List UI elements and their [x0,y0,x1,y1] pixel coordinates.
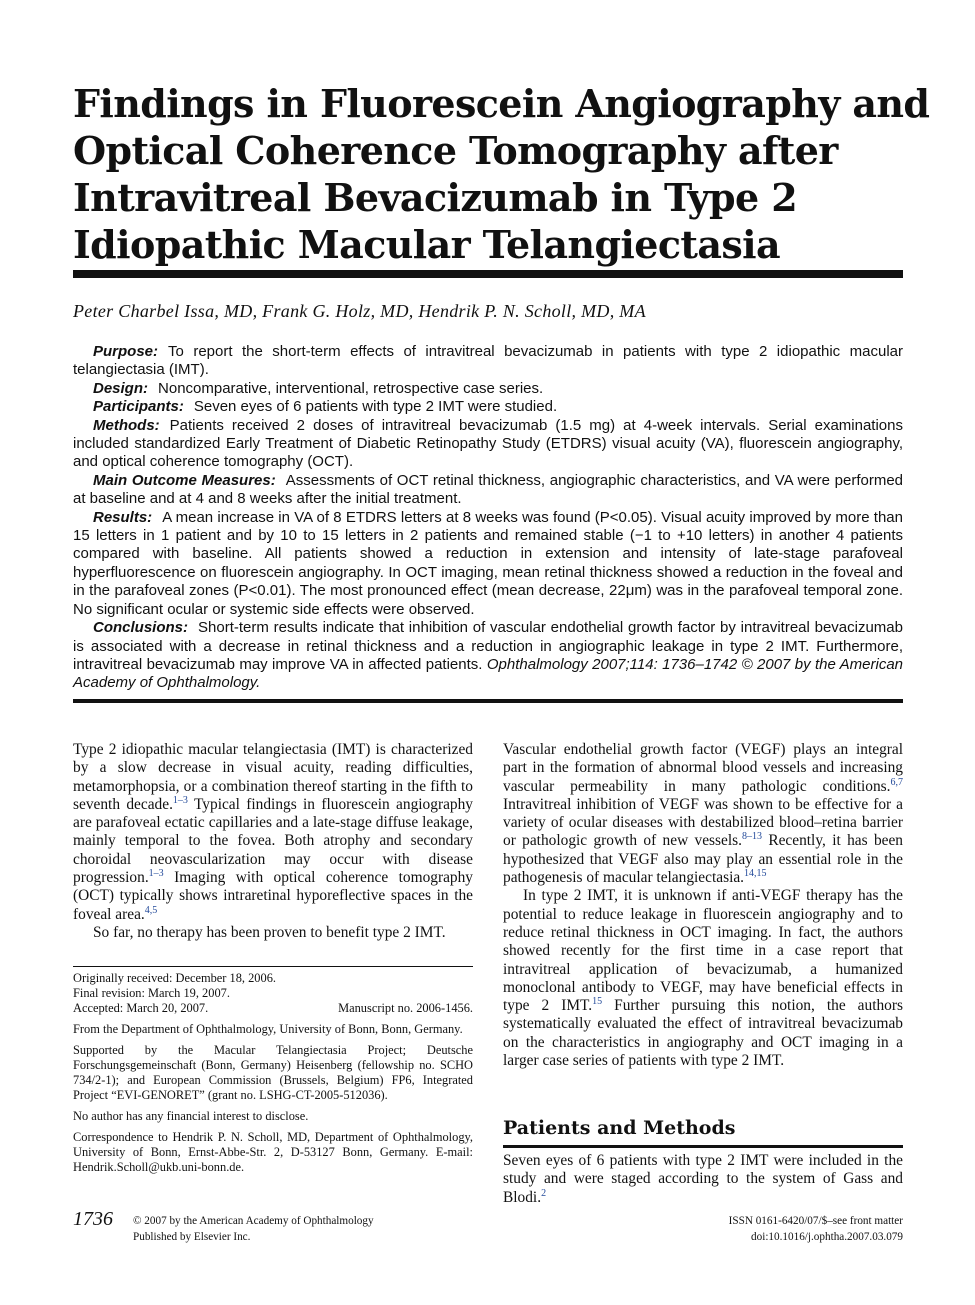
reference-link[interactable]: 2 [541,1187,547,1199]
correspondence: Correspondence to Hendrik P. N. Scholl, MD, Department of Ophthalmology, University of Bonn, Ernst-Abbe-Str. 2, D-53127 Bonn, Germany. E-mail: Hendrik.Scholl@ukb.uni-bonn.de. [73,1130,473,1174]
body-text: Imaging with optical coherence tomography (OCT) typically shows intraretinal hyporeflective spaces in the foveal area. [73,869,473,923]
abstract-participants [73,398,903,416]
abstract-text: Assessments of OCT retinal thickness, angiographic characteristics, and VA were performed at baseline and at 4 and 8 weeks after the initial treatment. [73,471,904,508]
article-footnotes [73,971,473,1181]
abstract-divider [73,699,903,703]
page-number: 1736 [73,1208,113,1230]
abstract-text: Patients received 2 doses of intravitreal bevacizumab (1.5 mg) at 4-week intervals. Serial examinations included standardized Early Treatment of Diabetic Retinopathy Study (ETDRS) visual acuity (VA), fluorescein angiography, and optical coherence tomography (OCT). [73,416,903,471]
abstract-results [73,509,903,619]
body-text: Recently, it has been hypothesized that VEGF also may play an essential role in the pathogenesis of macular telangiectasia. [503,832,903,887]
body-paragraph [503,741,903,887]
body-text: Intravitreal inhibition of VEGF was shown to be effective for a variety of ocular diseases with destabilized blood–retina barrier or pathologic growth of new vessels. [503,795,903,850]
accepted-date: Accepted: March 20, 2007. [73,1001,209,1015]
copyright-line: © 2007 by the American Academy of Ophthalmology [133,1215,374,1227]
body-paragraph [73,741,473,924]
title-line: Optical Coherence Tomography after [73,128,838,173]
funding: Supported by the Macular Telangiectasia Project; Deutsche Forschungsgemeinschaft (Bonn, Germany) Heisenberg (fellowship no. SCHO 734/2-1); and European Commission (Brussels, Belgium) FP6, Integrated Project “EVI-GENORET” (grant no. LSHG-CT-2005-512036). [73,1043,473,1102]
reference-link[interactable]: 8–13 [741,831,762,843]
title-line: Idiopathic Macular Telangiectasia [73,222,780,267]
reference-link[interactable]: 1–3 [148,868,164,880]
received-date: Originally received: December 18, 2006. [73,971,276,985]
abstract-purpose [73,343,903,380]
reference-link[interactable]: 6,7 [890,776,903,788]
section-heading: Patients and Methods [503,1117,736,1139]
abstract-label: Design: [93,379,149,397]
author-list: Peter Charbel Issa, MD, Frank G. Holz, MD, Hendrik P. N. Scholl, MD, MA [73,301,646,321]
title-divider [73,270,903,278]
abstract-text: A mean increase in VA of 8 ETDRS letters at 8 weeks was found (P<0.05). Visual acuity improved by more than 15 letters in 1 patient and by 10 to 15 letters in 2 patients and remained stable (−1 to +10 letters) in another 4 patients compared with baseline. All patients showed a reduction in extension and intensity of late-stage parafoveal hyperfluorescence on fluorescein angiography. In OCT imaging, mean retinal thickness showed a reduction in the foveal and in the parafoveal zones (P<0.01). The most pronounced effect (mean decrease, 22μm) was in the parafoveal temporal zone. No significant ocular or systemic side effects were observed. [73,508,903,618]
article-title [73,80,930,268]
doi-link[interactable]: doi:10.1016/j.ophtha.2007.03.079 [751,1231,903,1243]
body-paragraph: So far, no therapy has been proven to benefit type 2 IMT. [93,923,446,941]
publisher-line: Published by Elsevier Inc. [133,1231,251,1243]
abstract-label: Purpose: [93,343,159,360]
abstract-methods [73,417,903,472]
body-text: In type 2 IMT, it is unknown if anti-VEGF therapy has the potential to reduce leakage in fluorescein angiography and to reduce retinal thickness in OCT imaging. In fact, the authors showed recently for the first time in a case report that intravitreal application of bevacizumab, a humanized monoclonal antibody to VEGF, may have beneficial effects in type 2 IMT. [503,887,903,1015]
affiliation: From the Department of Ophthalmology, University of Bonn, Bonn, Germany. [73,1022,463,1036]
abstract-label: Main Outcome Measures: [93,471,276,489]
manuscript-number: Manuscript no. 2006-1456. [338,1001,473,1015]
issn-block [729,1213,903,1245]
issn-line: ISSN 0161-6420/07/$–see front matter [728,1215,903,1227]
abstract [73,343,903,693]
journal-citation: Ophthalmology 2007;114: 1736–1742 © 2007 by the American Academy of Ophthalmology. [73,655,904,692]
title-line: Findings in Fluorescein Angiography and [73,81,930,126]
abstract-text: Short-term results indicate that inhibition of vascular endothelial growth factor by intravitreal bevacizumab is associated with a decrease in retinal thickness and a reduction in angiographic leakage in type 2 IMT. Furthermore, intravitreal bevacizumab may improve VA in affected patients. [73,619,903,673]
copyright-block [133,1213,374,1245]
body-column-right [503,741,903,1070]
body-text: Type 2 idiopathic macular telangiectasia (IMT) is characterized by a slow decrease in visual acuity, reading difficulties, metamorphopsia, or a combination thereof starting in the fifth to seventh decade. [73,741,473,813]
body-text: Typical findings in fluorescein angiography are parafoveal ectatic capillaries and a late-stage diffuse leakage, mainly temporal to the fovea. Both atrophy and secondary choroidal neovascularization may occur with disease progression. [73,795,473,887]
body-text: Further pursuing this notion, the authors systematically evaluated the effect of intravitreal bevacizumab on the characteristics in angiography and OCT imaging in a larger case series of patients with type 2 IMT. [503,997,903,1070]
financial-disclosure: No author has any financial interest to disclose. [73,1109,309,1123]
abstract-label: Participants: [93,398,184,416]
accepted-row [73,1001,473,1016]
reference-link[interactable]: 14,15 [744,868,767,880]
abstract-text: To report the short-term effects of intravitreal bevacizumab in patients with type 2 idiopathic macular telangiectasia (IMT). [73,343,903,379]
reference-link[interactable]: 1–3 [172,794,188,806]
title-line: Intravitreal Bevacizumab in Type 2 [73,175,798,220]
reference-link[interactable]: 15 [592,996,603,1008]
abstract-label: Methods: [93,416,160,434]
abstract-outcome [73,472,903,509]
abstract-text: Noncomparative, interventional, retrospective case series. [158,379,544,397]
body-paragraph [503,887,903,1070]
section-divider [503,1145,903,1148]
abstract-conclusions [73,619,903,693]
abstract-label: Results: [93,508,153,526]
abstract-design [73,380,903,398]
revision-date: Final revision: March 19, 2007. [73,986,230,1000]
body-text: Seven eyes of 6 patients with type 2 IMT were included in the study and were staged according to the system of Gass and Blodi. [503,1152,903,1206]
body-column-left [73,741,473,942]
abstract-label: Conclusions: [93,619,189,637]
body-text: Vascular endothelial growth factor (VEGF) plays an integral part in the formation of abnormal blood vessels and increasing vascular permeability in many pathologic conditions. [503,741,903,795]
footnote-divider [73,966,473,967]
reference-link[interactable]: 4,5 [144,904,158,916]
abstract-text: Seven eyes of 6 patients with type 2 IMT were studied. [193,398,558,416]
section-paragraph [503,1152,903,1207]
